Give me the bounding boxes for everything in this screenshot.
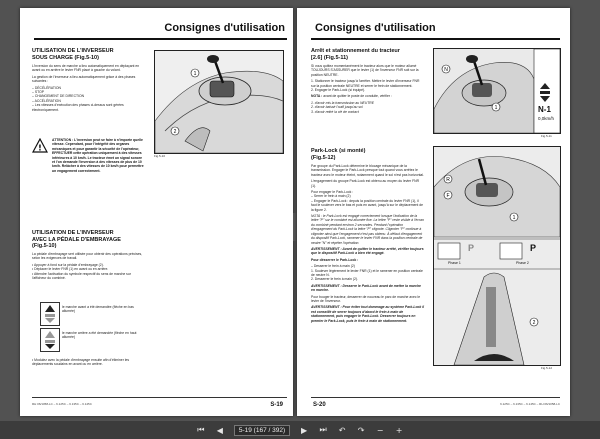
footer-rule xyxy=(311,397,560,398)
note: NOTA : le Park-Lock est engagé correctement lorsque l'indication de la lettre "P" sur le combiné est allumée fixe. La lettre "P" reste visible à l'écran du combiné pendant environ 2 secondes. Pendant l'opération d'engagement du Park-Lock la lettre "P" clignote. Clignoter "P" continue à clignoter ainsi que l'engagement n'est pas obtenu. À défaut d'engagement du dispositif Park-Lock, ramener le levier FNR dans la position centrale de neutre "N" et répéter l'opération. xyxy=(311,214,424,245)
paragraph: Par groupe du Park-Lock détermine le blocage mécanique de la transmission. Engager le Park-Lock presque tout quand vous arrêtez le tracteur avec le moteur éteint, notamment quand le sol n'est pas horizontal. xyxy=(311,164,424,177)
phase-label: Phase 2 xyxy=(516,261,529,265)
next-page-icon[interactable]: ▶ xyxy=(301,425,308,435)
figure-caption: Fig.5-12 xyxy=(541,366,553,370)
closing-paragraph: • Modulez avec la pédale d'embrayage ensuite afin d'éliminer les déplacements soudains en avant ou en arrière. xyxy=(32,358,130,367)
svg-text:1: 1 xyxy=(494,105,498,111)
warning: AVERTISSEMENT : Pour éviter tout dommage au système Park-Lock il est conseillé de serrer toujours d'abord le frein à main de stationnement, puis engager le Park-Lock. Desserrer toujours en premier le Park-Lock, puis le frein à main de stationnement. xyxy=(311,305,425,323)
left-page xyxy=(20,8,293,416)
zoom-out-icon[interactable]: − xyxy=(376,425,384,435)
section-title: Arrêt et stationnement du tracteur [2.6] (Fig.5-11) xyxy=(311,48,400,61)
step-list: Pour engager le Park-Lock : – Serrer le frein à main (2) – Engager le Park-Lock : depuis la position centrale du levier FNR (1), il faut le soulever vers le bas et puis en avant, jusqu'à sur le déplacement de la figure 2. xyxy=(311,190,424,212)
paragraph: La gestion de l'inverseur a lieu automatiquement grâce à des phases suivantes : xyxy=(32,74,136,84)
page-number: S-19 xyxy=(270,402,283,408)
last-page-icon[interactable]: ⏭ xyxy=(319,425,327,434)
note-items: 1. d'avoir mis la transmission au NEUTRE 2. d'avoir baissé l'outil jusqu'au sol 3. d'avoir retiré la clé de contact xyxy=(311,100,375,114)
section-title: Park-Lock (si monté) (Fig.5-12) xyxy=(311,148,366,161)
display-gear-readout: N-1 xyxy=(538,105,551,114)
svg-text:1: 1 xyxy=(512,215,516,221)
symbol-caption: le marche avant a été demandée (flèche en bas allumée) xyxy=(62,305,134,314)
first-page-icon[interactable]: ⏮ xyxy=(197,425,205,434)
warning: AVERTISSEMENT : Avant de quitter le tracteur arrêté, vérifier toujours que le dispositif Park-Lock a bien été engagé. xyxy=(311,246,424,256)
warning: AVERTISSEMENT : Desserre le Park-Lock avant de mettre la marche en marche. xyxy=(311,283,421,293)
paragraph: L'inversion du sens de marche a lieu automatiquement en déplaçant en avant ou en arrière le levier FNR placé à gauche du volant. xyxy=(32,64,140,73)
svg-text:F: F xyxy=(446,193,450,199)
back-icon[interactable]: ↶ xyxy=(338,425,346,435)
svg-text:N: N xyxy=(444,67,448,73)
svg-text:1: 1 xyxy=(193,71,197,77)
header-rule xyxy=(311,38,560,40)
display-speed-readout: 0,0km/h xyxy=(538,116,555,121)
section-title: UTILISATION DE L'INVERSEUR SOUS CHARGE (Fig.5-10) xyxy=(32,48,114,61)
p-indicator-blinking: P xyxy=(468,243,475,253)
step-list: – Desserer le frein à main (2) 1. Soulever légèrement le levier FNR (1) et le ramener en position centrale de neutre N. 2. Desserrer le frein à main (2). xyxy=(311,264,423,282)
svg-text:2: 2 xyxy=(532,320,536,326)
forward-icon[interactable]: ↷ xyxy=(357,425,365,435)
zoom-in-icon[interactable]: + xyxy=(395,425,403,435)
forward-arrow-symbol-icon xyxy=(40,302,60,326)
note-text: avant de quitter le poste de conduite, vérifier : xyxy=(323,94,392,99)
footer-code: RH 06/1058-LC – 6.125C – 6.135C – 6.145C xyxy=(32,402,92,406)
page-number: S-20 xyxy=(313,402,326,408)
section-body xyxy=(311,164,425,325)
warning-icon xyxy=(32,138,48,154)
warning-text: ATTENTION : L'inversion peut se faire à n'importe quelle vitesse. Cependant, pour l'intégrité des organes mécaniques et pour garantir la sécurité de l'opérateur, EFFECTUER cette opération uniquement à des vitesses inférieures à 10 km/h. Le tracteur émet un signal sonore et l'on demande l'inversion à des vitesses de plus de 10 km/h. Relâcher à des vitesses de 10 km/h pour permettre un engagement correctement. xyxy=(52,138,144,173)
right-page xyxy=(297,8,570,416)
paragraph: La pédale d'embrayage sert utilisée pour obtenir des opérations précises, selon les exigences de travail. xyxy=(32,252,143,261)
step-list: 1. Stationner le tracteur jusqu'à l'arrêter. Mettre le levier d'inverseur FNR sur la position centrale NEUTRE et serrer le frein de stationnement. 2. Engager le Park-Lock (si équipé). xyxy=(311,79,420,93)
section-title: UTILISATION DE L'INVERSEUR AVEC LA PÉDALE D'EMBRAYAGE (Fig.5-10) xyxy=(32,230,121,249)
paragraph: L'engagement du groupe Park-Lock est obtenu au moyen du levier FNR (1). xyxy=(311,179,420,188)
page-header: Consignes d'utilisation xyxy=(164,22,285,34)
phase-list: – DÉCÉLÉRATION – STOP – CHANGEMENT DE DIRECTION – ACCÉLÉRATION – Les vitesses d'exécution des phases ci-dessus sont gérées électroniquement. xyxy=(32,85,124,112)
footer-code: 6.125C – 6.135C – 6.145C – RH 06/1058-LC xyxy=(500,402,560,406)
figure-5-10 xyxy=(154,50,284,154)
section-body xyxy=(32,252,144,282)
svg-text:!: ! xyxy=(38,143,42,153)
header-rule xyxy=(34,38,287,40)
svg-text:R: R xyxy=(446,177,450,183)
figure-5-12 xyxy=(433,146,561,366)
viewer-toolbar xyxy=(0,421,600,439)
prev-page-icon[interactable]: ◀ xyxy=(216,425,223,435)
page-indicator[interactable]: 5-19 (167 / 392) xyxy=(234,425,290,436)
paragraph: Pour bouger le tracteur, desserrer de nouveau le parc de marche avec le levier de l'inverseur. xyxy=(311,294,421,303)
step-list: • Appuyer à fond sur la pédale d'embrayage (2). • Déplacer le levier FNR (1) en avant ou en arrière. • Attendre l'activation du symbole respectif du sens de marche sur l'afficheur du combiné. xyxy=(32,262,131,281)
note xyxy=(311,94,425,98)
footer-rule xyxy=(32,397,287,398)
reverse-arrow-symbol-icon xyxy=(40,328,60,352)
symbol-caption: le marche arrière a été demandée (flèche en haut allumée) xyxy=(62,331,137,340)
section-body xyxy=(32,64,144,114)
page-header: Consignes d'utilisation xyxy=(315,22,436,34)
p-indicator-fixed: P xyxy=(530,243,537,253)
figure-caption: Fig.5-10 xyxy=(154,154,166,158)
phase-label: Phase 1 xyxy=(448,261,461,265)
figure-5-11 xyxy=(433,48,561,134)
subheading: Pour désserrer le Park-Lock : xyxy=(311,257,359,262)
note-label: NOTA : xyxy=(311,94,323,99)
svg-text:2: 2 xyxy=(173,129,177,135)
section-body xyxy=(311,64,425,116)
figure-caption: Fig.5-11 xyxy=(541,134,552,138)
paragraph: Si vous quittez momentanément le tracteur alors que le moteur allumé TOUJOURS S'ASSURER que le levier (1) de l'inverseur FNR soit sur la position NEUTRE. xyxy=(311,64,419,77)
